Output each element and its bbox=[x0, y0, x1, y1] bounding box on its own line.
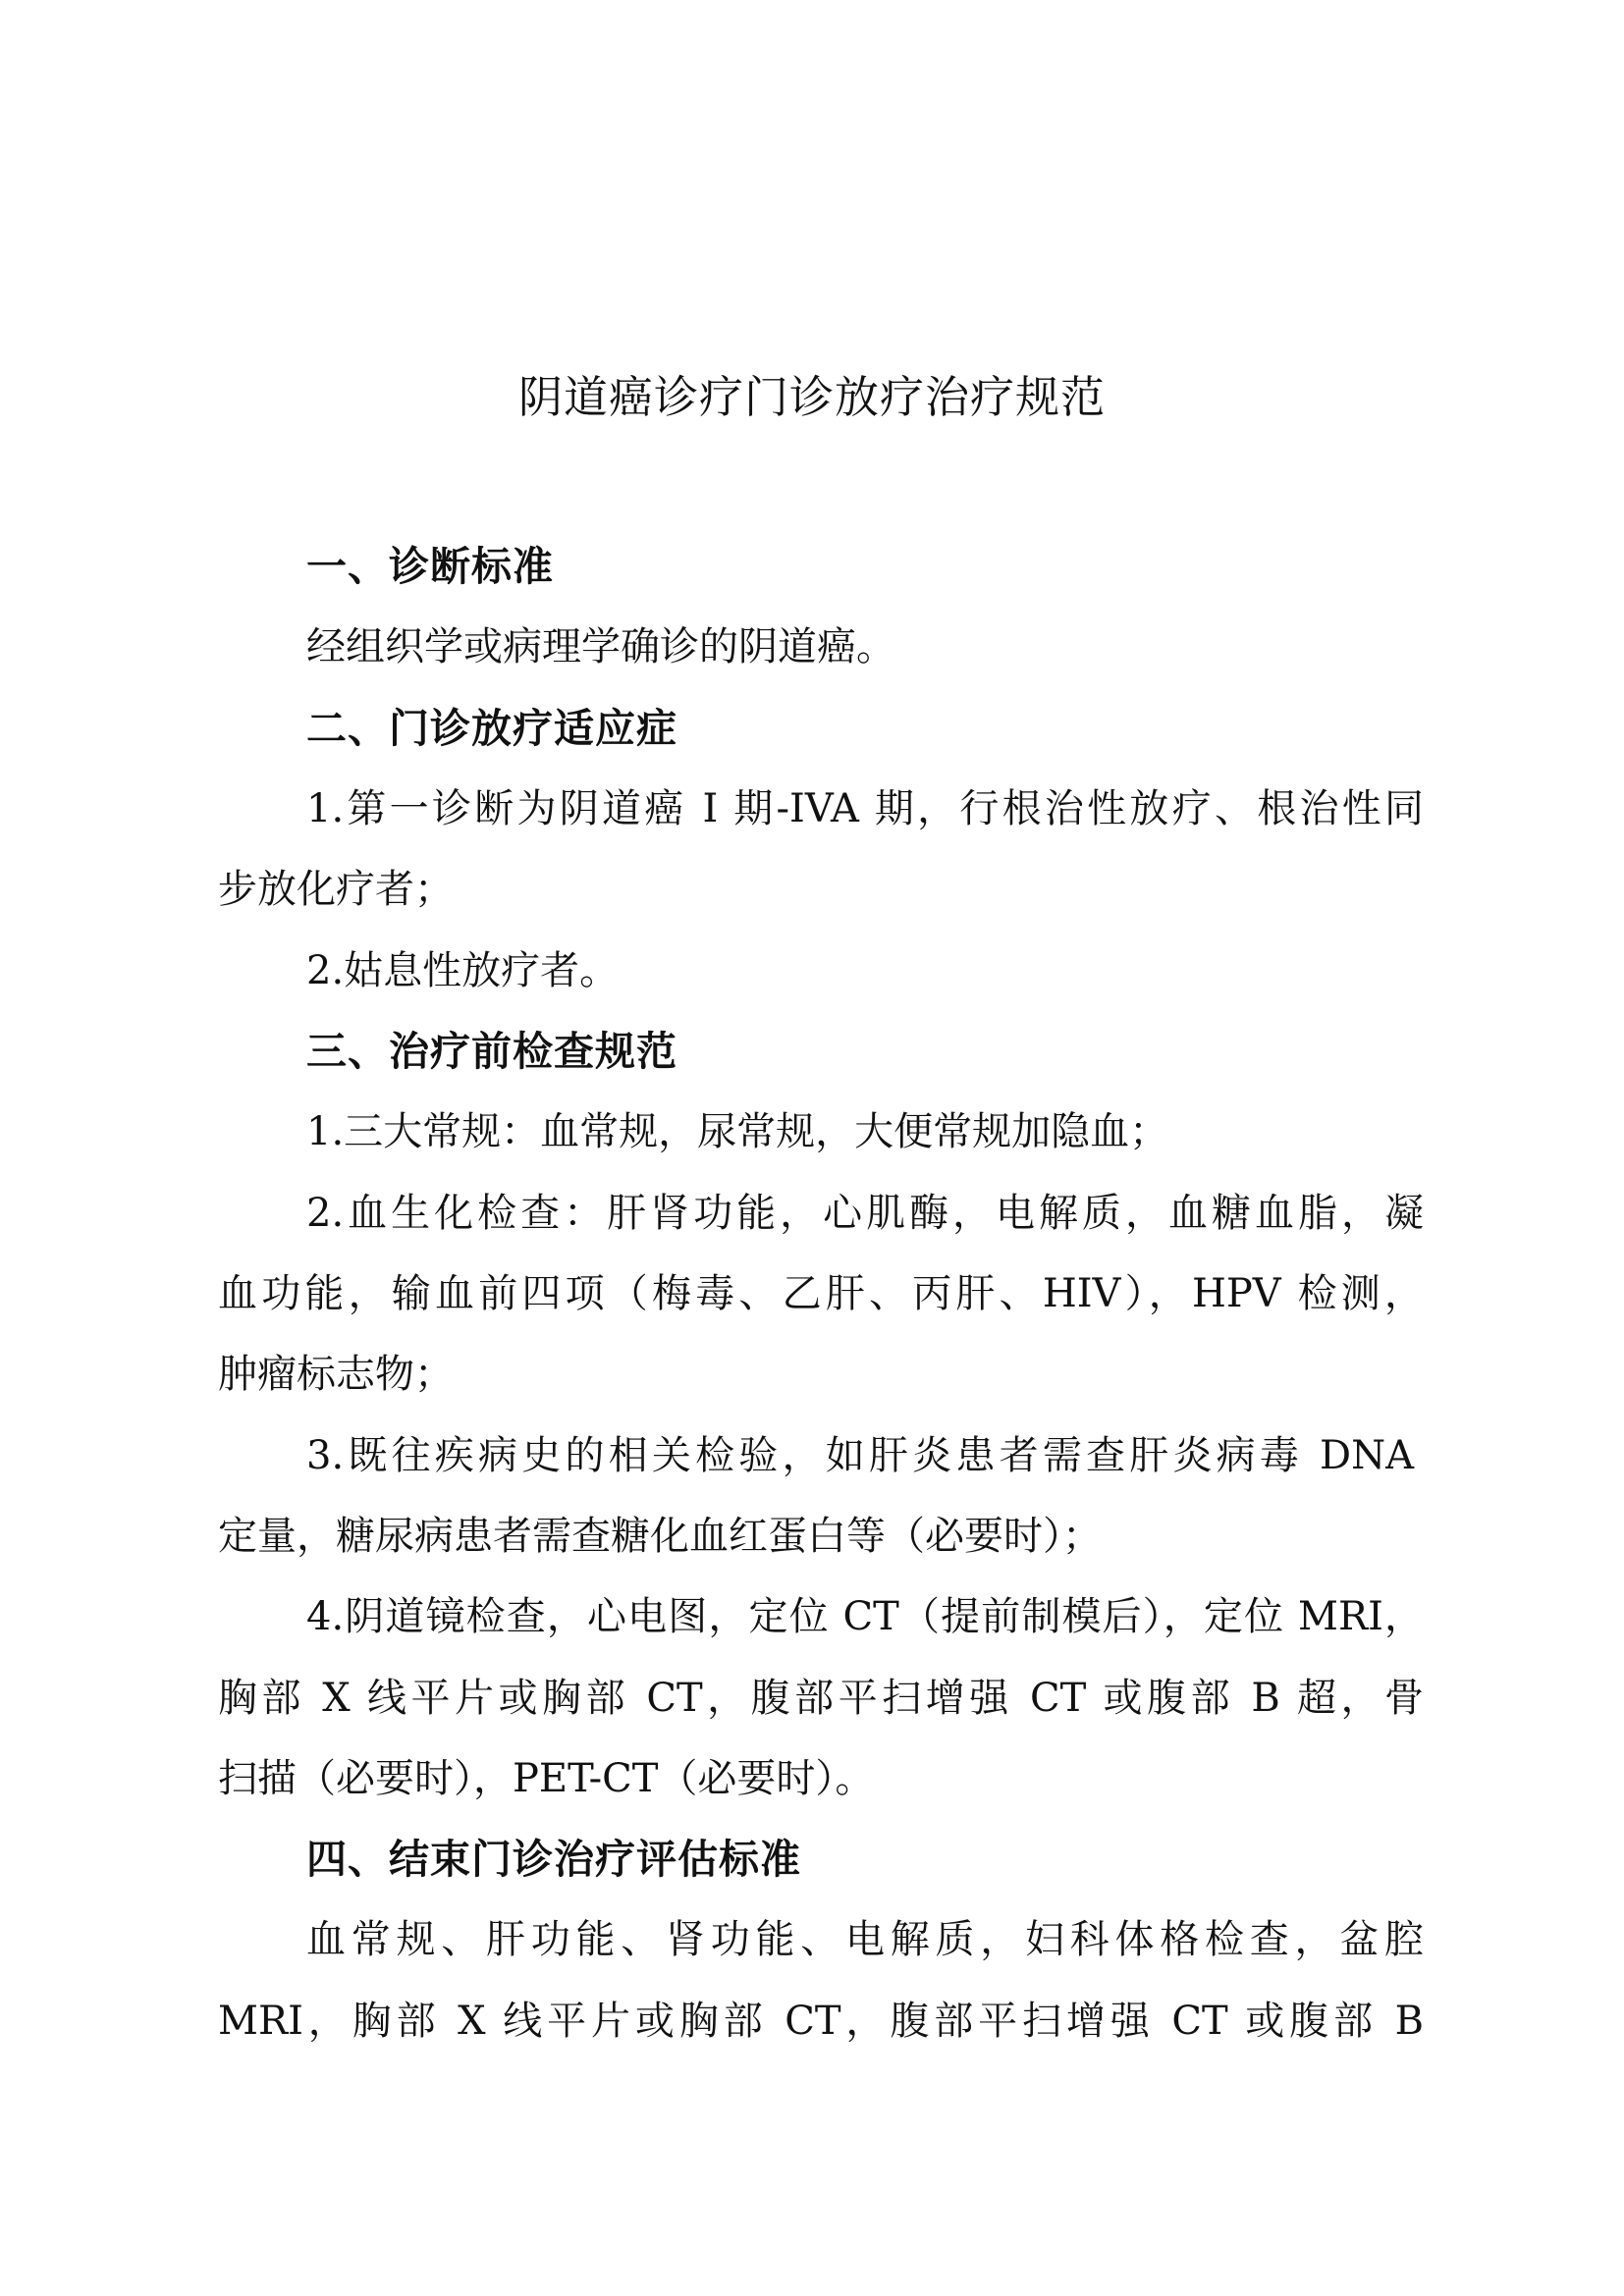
paragraph-line: 血功能，输血前四项（梅毒、乙肝、丙肝、HIV），HPV 检测， bbox=[218, 1271, 1424, 1316]
section-heading-pretreatment-exams: 三、治疗前检查规范 bbox=[306, 1028, 677, 1075]
document-title: 阴道癌诊疗门诊放疗治疗规范 bbox=[517, 371, 1106, 423]
section-heading-end-evaluation: 四、结束门诊治疗评估标准 bbox=[306, 1836, 801, 1883]
section-heading-indications: 二、门诊放疗适应症 bbox=[306, 705, 677, 752]
paragraph-line: 肿瘤标志物； bbox=[218, 1352, 454, 1397]
paragraph-line: 1.三大常规：血常规，尿常规，大便常规加隐血； bbox=[306, 1109, 1169, 1154]
paragraph-line: 2.姑息性放疗者。 bbox=[306, 948, 620, 993]
paragraph-line: 扫描（必要时），PET-CT（必要时）。 bbox=[218, 1756, 875, 1801]
paragraph-line: 4.阴道镜检查，心电图，定位 CT（提前制模后），定位 MRI， bbox=[306, 1594, 1424, 1639]
paragraph-line: MRI，胸部 X 线平片或胸部 CT，腹部平扫增强 CT 或腹部 B bbox=[218, 1999, 1424, 2044]
paragraph-line: 经组织学或病理学确诊的阴道癌。 bbox=[306, 624, 895, 669]
paragraph-line: 定量，糖尿病患者需查糖化血红蛋白等（必要时）； bbox=[218, 1514, 1102, 1559]
paragraph-line: 步放化疗者； bbox=[218, 867, 454, 912]
paragraph-line: 3.既往疾病史的相关检验，如肝炎患者需查肝炎病毒 DNA bbox=[306, 1433, 1414, 1478]
paragraph-line: 1.第一诊断为阴道癌 I 期-IVA 期，行根治性放疗、根治性同 bbox=[306, 786, 1424, 831]
paragraph-line: 血常规、肝功能、肾功能、电解质，妇科体格检查，盆腔 bbox=[306, 1917, 1424, 1962]
section-heading-diagnosis: 一、诊断标准 bbox=[306, 543, 554, 590]
paragraph-line: 2.血生化检查：肝肾功能，心肌酶，电解质，血糖血脂，凝 bbox=[306, 1191, 1424, 1236]
paragraph-line: 胸部 X 线平片或胸部 CT，腹部平扫增强 CT 或腹部 B 超，骨 bbox=[218, 1676, 1424, 1721]
